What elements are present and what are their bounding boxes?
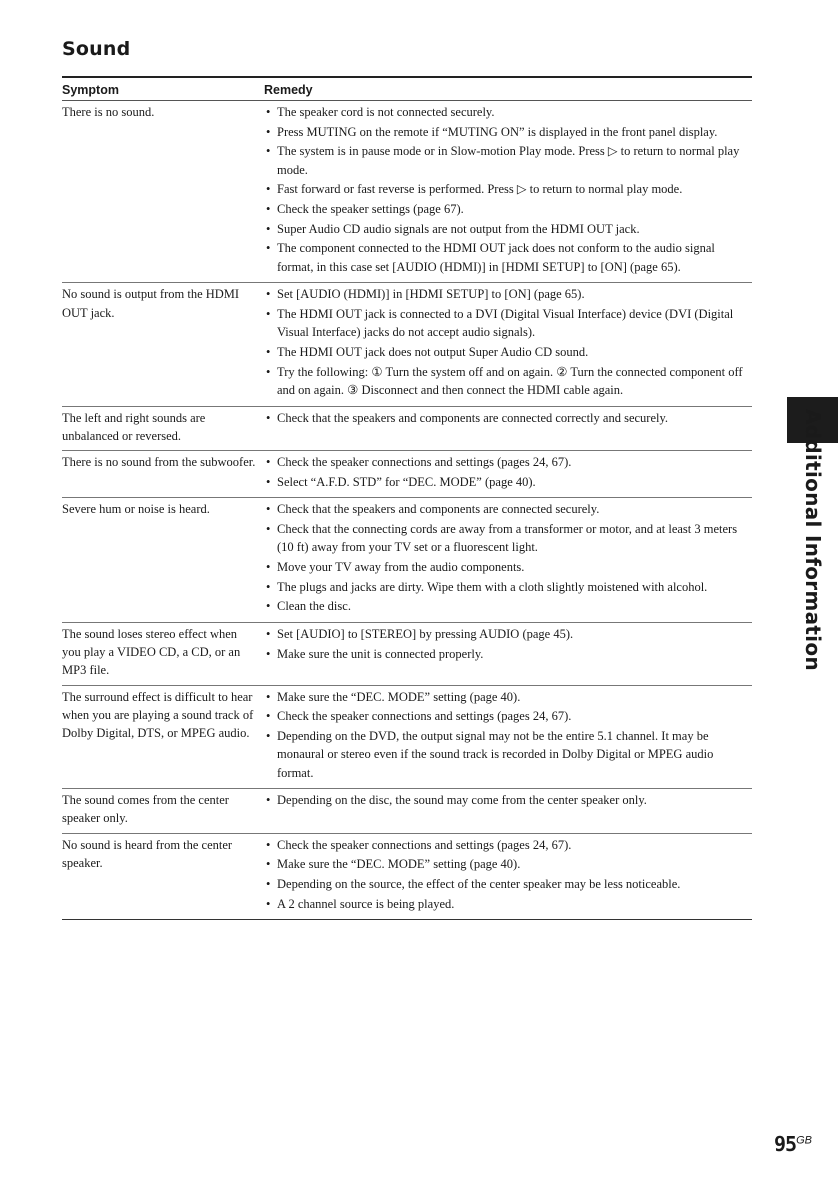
symptom-cell: No sound is heard from the center speaker.	[62, 833, 264, 920]
remedy-cell	[264, 789, 752, 833]
remedy-item: • The HDMI OUT jack does not output Super Audio CD sound.	[264, 343, 752, 361]
remedy-list	[264, 285, 752, 399]
table-row	[62, 789, 752, 833]
table-row	[62, 283, 752, 406]
table-row	[62, 450, 752, 497]
table-header-row	[62, 77, 752, 101]
remedy-list	[264, 625, 752, 663]
remedy-cell	[264, 450, 752, 497]
remedy-cell	[264, 498, 752, 623]
symptom-cell: There is no sound from the subwoofer.	[62, 450, 264, 497]
page-title: Sound	[62, 38, 131, 60]
remedy-list	[264, 453, 752, 491]
remedy-item: • A 2 channel source is being played.	[264, 895, 752, 913]
remedy-item: • The HDMI OUT jack is connected to a DVI (Digital Visual Interface) device (DVI (Digital Visual Interface) jacks do not accept audio signals).	[264, 305, 752, 341]
page-number	[774, 1132, 812, 1156]
table-row	[62, 623, 752, 686]
remedy-item: • Depending on the DVD, the output signal may not be the entire 5.1 channel. It may be monaural or stereo even if the sound track is recorded in Dolby Digital or MPEG audio format.	[264, 727, 752, 782]
remedy-column-header: Remedy	[264, 77, 752, 101]
table-row	[62, 685, 752, 789]
remedy-list	[264, 791, 752, 809]
remedy-item: • Super Audio CD audio signals are not output from the HDMI OUT jack.	[264, 220, 752, 238]
symptom-cell: The left and right sounds are unbalanced or reversed.	[62, 406, 264, 450]
remedy-item: • The speaker cord is not connected securely.	[264, 103, 752, 121]
table-row	[62, 498, 752, 623]
remedy-list	[264, 103, 752, 276]
remedy-item: • Set [AUDIO (HDMI)] in [HDMI SETUP] to [ON] (page 65).	[264, 285, 752, 303]
symptom-column-header: Symptom	[62, 77, 264, 101]
remedy-item: • The plugs and jacks are dirty. Wipe them with a cloth slightly moistened with alcohol.	[264, 578, 752, 596]
troubleshooting-table	[62, 76, 752, 920]
remedy-list	[264, 836, 752, 913]
table-row	[62, 406, 752, 450]
table-body	[62, 101, 752, 920]
remedy-item: • Depending on the source, the effect of the center speaker may be less noticeable.	[264, 875, 752, 893]
remedy-item: • Set [AUDIO] to [STEREO] by pressing AUDIO (page 45).	[264, 625, 752, 643]
remedy-list	[264, 688, 752, 782]
remedy-item: • Make sure the “DEC. MODE” setting (page 40).	[264, 855, 752, 873]
symptom-cell: The sound loses stereo effect when you play a VIDEO CD, a CD, or an MP3 file.	[62, 623, 264, 686]
symptom-cell: No sound is output from the HDMI OUT jack.	[62, 283, 264, 406]
remedy-item: • Select “A.F.D. STD” for “DEC. MODE” (page 40).	[264, 473, 752, 491]
table-row	[62, 101, 752, 283]
remedy-item: • Make sure the “DEC. MODE” setting (page 40).	[264, 688, 752, 706]
remedy-list	[264, 500, 752, 615]
remedy-item: • Try the following: ① Turn the system off and on again. ② Turn the connected component off and on again. ③ Disconnect and then connect the HDMI cable again.	[264, 363, 752, 399]
symptom-cell: There is no sound.	[62, 101, 264, 283]
remedy-item: • Fast forward or fast reverse is performed. Press ▷ to return to normal play mode.	[264, 180, 752, 198]
symptom-cell: Severe hum or noise is heard.	[62, 498, 264, 623]
remedy-cell	[264, 623, 752, 686]
page-number-value: 95	[774, 1132, 797, 1156]
remedy-item: • Check that the connecting cords are away from a transformer or motor, and at least 3 meters (10 ft) away from your TV set or a fluorescent light.	[264, 520, 752, 556]
remedy-item: • Make sure the unit is connected properly.	[264, 645, 752, 663]
remedy-item: • The system is in pause mode or in Slow-motion Play mode. Press ▷ to return to normal play mode.	[264, 142, 752, 178]
remedy-item: • Press MUTING on the remote if “MUTING ON” is displayed in the front panel display.	[264, 123, 752, 141]
remedy-cell	[264, 283, 752, 406]
remedy-cell	[264, 833, 752, 920]
remedy-cell	[264, 406, 752, 450]
remedy-item: • Check the speaker connections and settings (pages 24, 67).	[264, 453, 752, 471]
remedy-item: • Depending on the disc, the sound may come from the center speaker only.	[264, 791, 752, 809]
remedy-cell	[264, 101, 752, 283]
symptom-cell: The surround effect is difficult to hear when you are playing a sound track of Dolby Digital, DTS, or MPEG audio.	[62, 685, 264, 789]
remedy-item: • Check the speaker connections and settings (pages 24, 67).	[264, 707, 752, 725]
remedy-item: • Check the speaker connections and settings (pages 24, 67).	[264, 836, 752, 854]
remedy-item: • Check that the speakers and components are connected correctly and securely.	[264, 409, 752, 427]
page-number-suffix: GB	[796, 1134, 812, 1147]
remedy-item: • Move your TV away from the audio components.	[264, 558, 752, 576]
remedy-list	[264, 409, 752, 427]
remedy-item: • The component connected to the HDMI OUT jack does not conform to the audio signal format, in this case set [AUDIO (HDMI)] in [HDMI SETUP] to [ON] (page 65).	[264, 239, 752, 275]
section-side-label: Additional Information	[801, 409, 825, 671]
remedy-item: • Check that the speakers and components are connected securely.	[264, 500, 752, 518]
table-row	[62, 833, 752, 920]
symptom-cell: The sound comes from the center speaker only.	[62, 789, 264, 833]
remedy-item: • Check the speaker settings (page 67).	[264, 200, 752, 218]
remedy-cell	[264, 685, 752, 789]
remedy-item: • Clean the disc.	[264, 597, 752, 615]
